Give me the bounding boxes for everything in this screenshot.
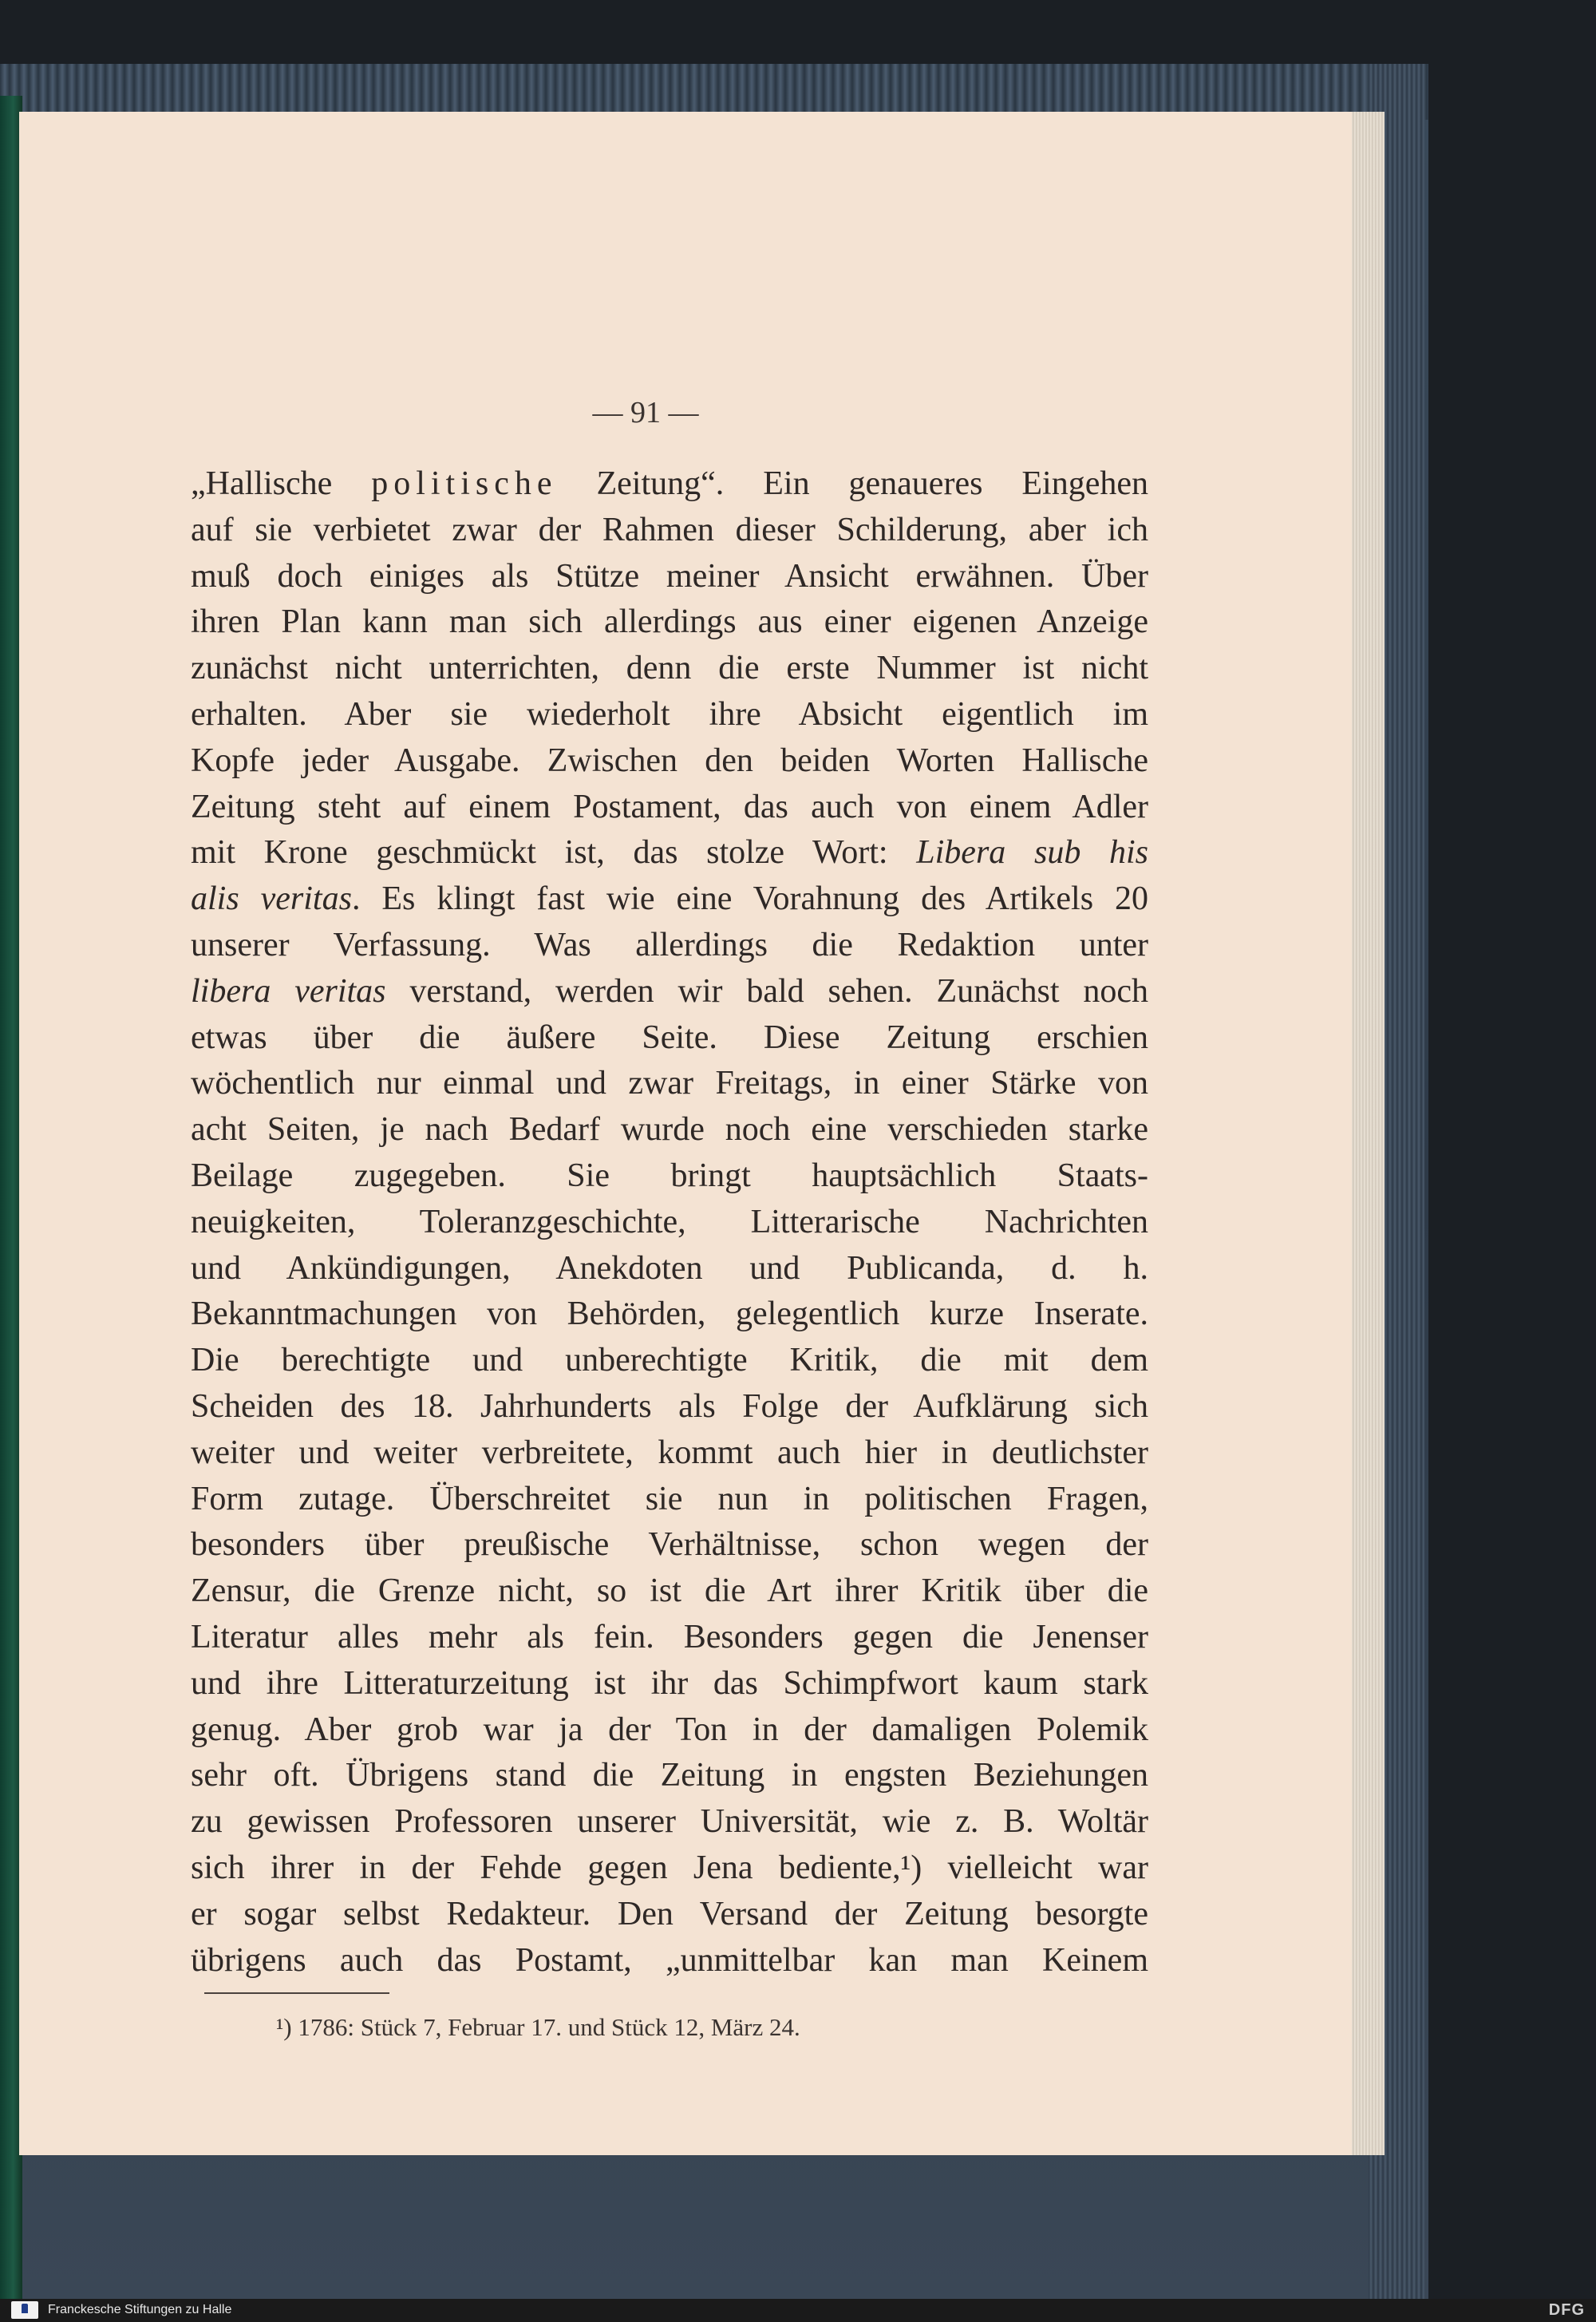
text-line	[191, 1753, 1148, 1799]
text-line	[191, 692, 1148, 738]
book-page	[19, 112, 1352, 2155]
text-line	[191, 785, 1148, 831]
text-segment: neuigkeiten, Toleranzgeschichte, Litterarische Nachrichten	[191, 1203, 1148, 1240]
text-line	[191, 1384, 1148, 1430]
text-line	[191, 554, 1148, 600]
body-text	[191, 461, 1148, 1984]
text-segment: Scheiden des 18. Jahrhunderts als Folge der Aufklärung sich	[191, 1387, 1148, 1425]
text-line	[191, 1892, 1148, 1938]
institution-logo-icon	[11, 2301, 38, 2319]
text-segment: Zeitung steht auf einem Postament, das auch von einem Adler	[191, 788, 1148, 825]
text-line	[191, 1938, 1148, 1984]
text-line	[191, 1153, 1148, 1200]
text-segment: Form zutage. Überschreitet sie nun in politischen Fragen,	[191, 1480, 1148, 1517]
text-line	[191, 1338, 1148, 1384]
footnote: ¹) 1786: Stück 7, Februar 17. und Stück 12, März 24.	[276, 2013, 800, 2041]
text-line	[191, 1522, 1148, 1568]
text-segment: und ihre Litteraturzeitung ist ihr das Schimpfwort kaum stark	[191, 1664, 1148, 1702]
text-segment: zunächst nicht unterrichten, denn die erste Nummer ist nicht	[191, 650, 1148, 687]
text-line	[191, 599, 1148, 646]
text-segment: . Es klingt fast wie eine Vorahnung des Artikels 20	[351, 880, 1148, 918]
text-segment: „Hallische	[191, 465, 372, 502]
text-line	[191, 1015, 1148, 1062]
text-segment: ihren Plan kann man sich allerdings aus einer eigenen Anzeige	[191, 603, 1148, 641]
text-segment: sich ihrer in der Fehde gegen Jena bediente,¹) vielleicht war	[191, 1849, 1148, 1886]
page-stack-edge	[1349, 112, 1385, 2155]
text-segment: zu gewissen Professoren unserer Universität, wie z. B. Woltär	[191, 1803, 1148, 1841]
text-segment: etwas über die äußere Seite. Diese Zeitung erschien	[191, 1019, 1148, 1056]
text-segment: Libera sub his	[916, 834, 1149, 872]
institution-label[interactable]: Franckesche Stiftungen zu Halle	[48, 2303, 232, 2316]
text-line	[191, 1477, 1148, 1523]
text-line	[191, 830, 1148, 876]
text-line	[191, 1061, 1148, 1107]
text-segment: Kopfe jeder Ausgabe. Zwischen den beiden Worten Hallische	[191, 742, 1148, 779]
text-segment: Die berechtigte und unberechtigte Kritik, die mit dem	[191, 1342, 1148, 1379]
text-line	[191, 738, 1148, 785]
text-segment: wöchentlich nur einmal und zwar Freitags, in einer Stärke von	[191, 1065, 1148, 1102]
text-segment: alis veritas	[191, 880, 352, 918]
text-line	[191, 461, 1148, 508]
text-line	[191, 876, 1148, 923]
text-line	[191, 1661, 1148, 1707]
text-line	[191, 1615, 1148, 1661]
text-line	[191, 1246, 1148, 1292]
text-line	[191, 1107, 1148, 1153]
text-segment: muß doch einiges als Stütze meiner Ansicht erwähnen. Über	[191, 557, 1148, 595]
text-segment: sehr oft. Übrigens stand die Zeitung in engsten Beziehungen	[191, 1757, 1148, 1794]
page-number: — 91 —	[592, 396, 699, 429]
text-line	[191, 923, 1148, 969]
text-segment: mit Krone geschmückt ist, das stolze Wort:	[191, 834, 917, 872]
text-segment: unserer Verfassung. Was allerdings die Redaktion unter	[191, 926, 1148, 963]
text-segment: Zensur, die Grenze nicht, so ist die Art ihrer Kritik über die	[191, 1572, 1148, 1610]
text-line	[191, 646, 1148, 692]
footnote-rule	[204, 1992, 389, 1994]
text-segment: verstand, werden wir bald sehen. Zunächst noch	[385, 972, 1149, 1010]
text-segment: Literatur alles mehr als fein. Besonders gegen die Jenenser	[191, 1618, 1148, 1655]
text-segment: genug. Aber grob war ja der Ton in der damaligen Polemik	[191, 1711, 1148, 1748]
text-line	[191, 1845, 1148, 1892]
text-line	[191, 1200, 1148, 1246]
text-line	[191, 969, 1148, 1015]
text-line	[191, 1292, 1148, 1338]
text-line	[191, 1430, 1148, 1477]
text-segment: auf sie verbietet zwar der Rahmen dieser Schilderung, aber ich	[191, 511, 1148, 548]
text-segment: Beilage zugegeben. Sie bringt hauptsächlich Staats-	[191, 1157, 1148, 1194]
text-segment: politische	[371, 465, 558, 502]
text-segment: libera veritas	[191, 972, 386, 1010]
text-segment: besonders über preußische Verhältnisse, schon wegen der	[191, 1526, 1148, 1564]
text-line	[191, 1799, 1148, 1845]
text-segment: acht Seiten, je nach Bedarf wurde noch eine verschieden starke	[191, 1111, 1148, 1149]
text-segment: weiter und weiter verbreitete, kommt auch hier in deutlichster	[191, 1434, 1148, 1471]
text-segment: erhalten. Aber sie wiederholt ihre Absicht eigentlich im	[191, 695, 1148, 733]
text-segment: er sogar selbst Redakteur. Den Versand der Zeitung besorgte	[191, 1895, 1148, 1932]
dfg-logo[interactable]: DFG	[1548, 2301, 1585, 2319]
text-line	[191, 1707, 1148, 1754]
viewer-footer-bar	[0, 2299, 1596, 2322]
text-segment: Bekanntmachungen von Behörden, gelegentlich kurze Inserate.	[191, 1295, 1148, 1333]
text-line	[191, 508, 1148, 554]
text-line	[191, 1568, 1148, 1615]
text-segment: übrigens auch das Postamt, „unmittelbar kan man Keinem	[191, 1941, 1148, 1979]
text-segment: und Ankündigungen, Anekdoten und Publicanda, d. h.	[191, 1249, 1148, 1287]
text-segment: Zeitung“. Ein genaueres Eingehen	[557, 465, 1148, 502]
